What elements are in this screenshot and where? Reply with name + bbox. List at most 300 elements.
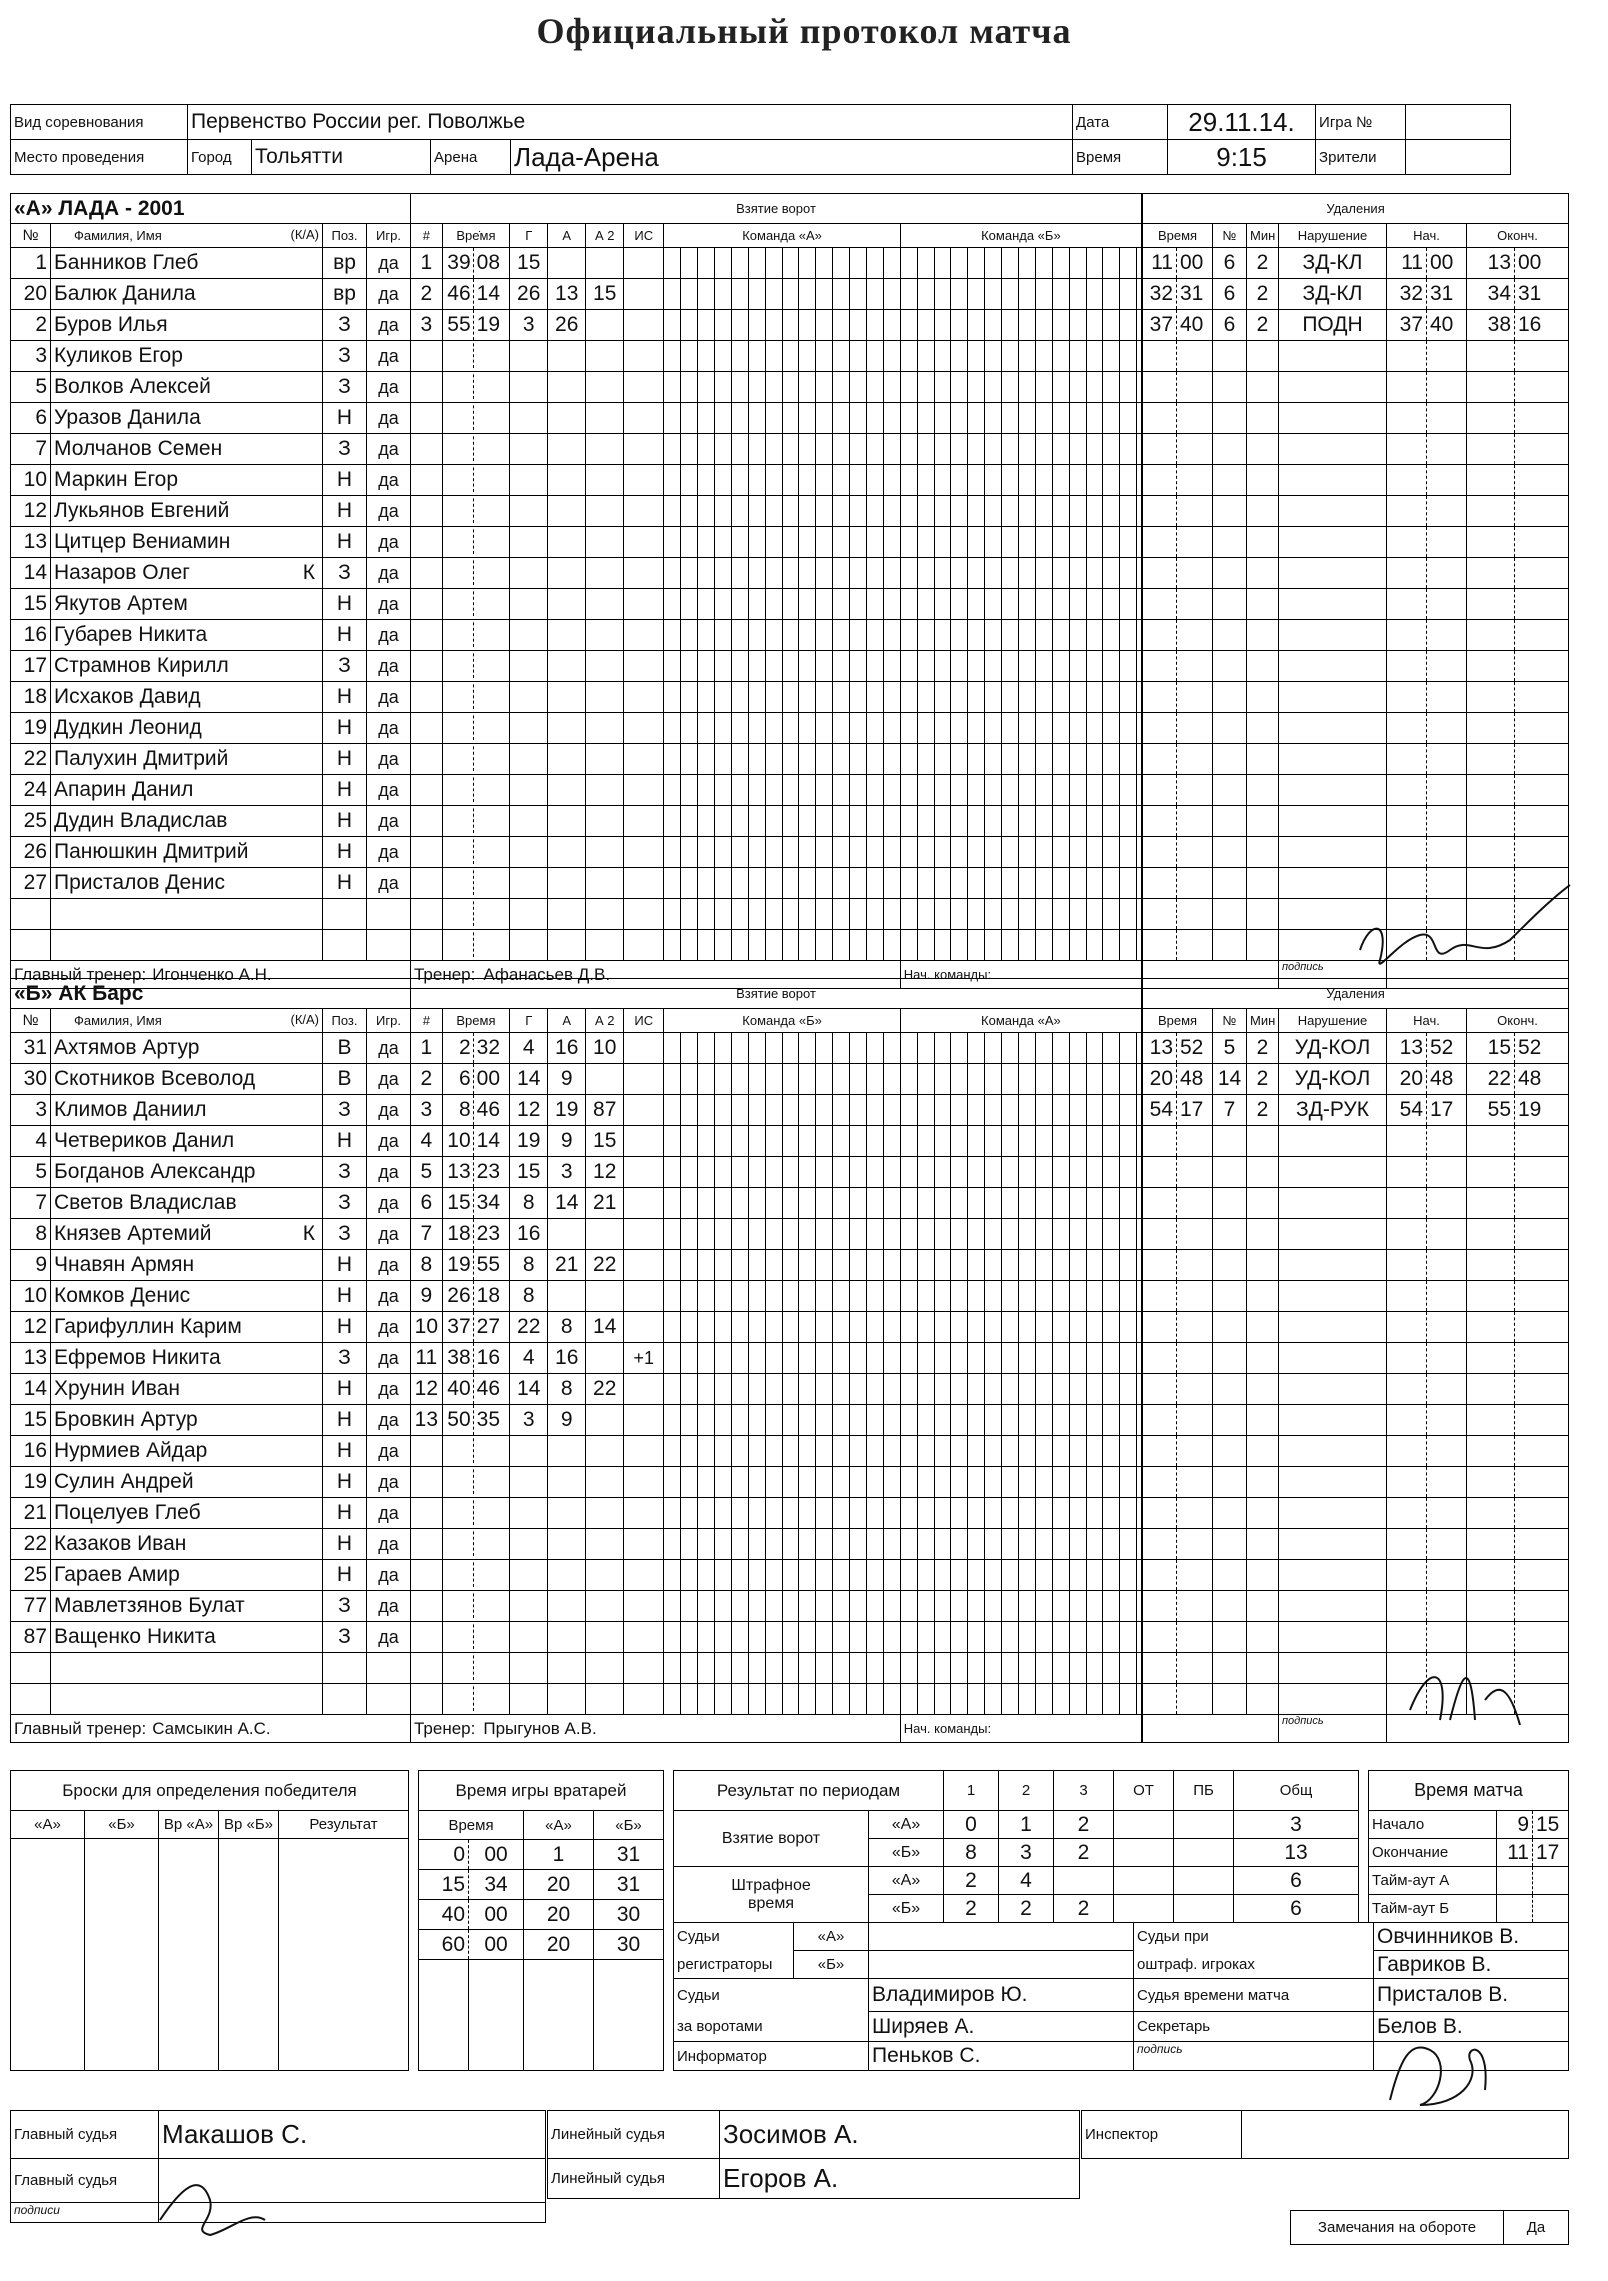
goal-strength bbox=[624, 403, 664, 434]
grid-cell bbox=[934, 1312, 951, 1343]
grid-cell bbox=[1086, 1095, 1103, 1126]
player-row bbox=[11, 1095, 411, 1126]
grid-cell bbox=[1137, 558, 1142, 589]
grid-cell bbox=[1137, 1033, 1142, 1064]
grid-cell bbox=[1035, 1126, 1052, 1157]
player-name bbox=[51, 806, 323, 837]
grid-cell bbox=[900, 1467, 917, 1498]
grid-cell bbox=[867, 1064, 884, 1095]
grid-cell bbox=[1035, 1188, 1052, 1219]
player-name-text: Климов Даниил bbox=[54, 1098, 207, 1121]
grid-cell bbox=[968, 341, 985, 372]
grid-cell bbox=[867, 682, 884, 713]
penalty-row bbox=[1143, 868, 1569, 899]
team-label: «Б» bbox=[869, 1895, 944, 1923]
grid-cell bbox=[1035, 496, 1052, 527]
grid-cell bbox=[968, 527, 985, 558]
player-name bbox=[51, 837, 323, 868]
grid-cell bbox=[782, 620, 799, 651]
col-pen-end: Оконч. bbox=[1467, 224, 1569, 248]
grid-cell bbox=[934, 1219, 951, 1250]
grid-cell bbox=[1069, 558, 1086, 589]
grid-cell bbox=[1019, 899, 1036, 930]
grid-cell bbox=[1120, 1033, 1137, 1064]
goal-assist: 9 bbox=[548, 1064, 586, 1095]
grid-cell bbox=[900, 1312, 917, 1343]
penalty-row bbox=[1143, 1095, 1569, 1126]
goal-number bbox=[411, 651, 443, 682]
penalty-row bbox=[1143, 1498, 1569, 1529]
goal-row bbox=[411, 1033, 1142, 1064]
grid-cell bbox=[799, 1622, 816, 1653]
pen-violation bbox=[1279, 1560, 1387, 1591]
grid-cell bbox=[731, 1653, 748, 1684]
period-value bbox=[1114, 1895, 1174, 1923]
pen-sec-part bbox=[1177, 1529, 1213, 1560]
grid-cell bbox=[664, 930, 681, 961]
pen-start-sec bbox=[1427, 1250, 1467, 1281]
pen-minutes bbox=[1247, 775, 1279, 806]
grid-cell bbox=[1137, 1312, 1142, 1343]
pen-start-min bbox=[1387, 1529, 1427, 1560]
goal-strength bbox=[624, 558, 664, 589]
grid-cell bbox=[1120, 1560, 1137, 1591]
periods-title: Результат по периодам bbox=[674, 1771, 944, 1811]
pen-end-sec bbox=[1515, 1250, 1569, 1281]
grid-cell bbox=[748, 1126, 765, 1157]
grid-cell bbox=[951, 279, 968, 310]
player-name bbox=[51, 1219, 323, 1250]
grid-cell bbox=[883, 1436, 900, 1467]
goal-scorer: 12 bbox=[510, 1095, 548, 1126]
grid-cell bbox=[1069, 1064, 1086, 1095]
grid-cell bbox=[1002, 279, 1019, 310]
teamA-col-name bbox=[51, 224, 323, 248]
player-number: 21 bbox=[11, 1498, 51, 1529]
player-played: да bbox=[367, 558, 411, 589]
pen-min-part bbox=[1143, 868, 1177, 899]
goal-time bbox=[442, 1064, 510, 1095]
grid-cell bbox=[968, 1126, 985, 1157]
grid-cell bbox=[782, 899, 799, 930]
goal-strength bbox=[624, 620, 664, 651]
period-value bbox=[1114, 1839, 1174, 1867]
grid-cell bbox=[765, 1560, 782, 1591]
goal-row bbox=[411, 1560, 1142, 1591]
player-row bbox=[11, 1467, 411, 1498]
goal-number bbox=[411, 868, 443, 899]
grid-cell bbox=[833, 434, 850, 465]
player-row bbox=[11, 1126, 411, 1157]
grid-cell bbox=[1002, 1529, 1019, 1560]
grid-cell bbox=[799, 1188, 816, 1219]
grid-cell bbox=[951, 1653, 968, 1684]
goal-time bbox=[442, 465, 510, 496]
grid-cell bbox=[934, 837, 951, 868]
grid-cell bbox=[1035, 899, 1052, 930]
player-row bbox=[11, 1591, 411, 1622]
grid-cell bbox=[765, 682, 782, 713]
pen-sec-part bbox=[1177, 527, 1213, 558]
grid-cell bbox=[1002, 341, 1019, 372]
player-row bbox=[11, 279, 411, 310]
grid-cell bbox=[985, 1188, 1002, 1219]
notes-table bbox=[1290, 2210, 1569, 2245]
goal-row bbox=[411, 620, 1142, 651]
player-played: да bbox=[367, 1467, 411, 1498]
grid-cell bbox=[1137, 1529, 1142, 1560]
grid-cell bbox=[1019, 620, 1036, 651]
pen-violation bbox=[1279, 1157, 1387, 1188]
goal-time bbox=[442, 1095, 510, 1126]
grid-cell bbox=[951, 930, 968, 961]
goal-time bbox=[442, 899, 510, 930]
grid-cell bbox=[1035, 1436, 1052, 1467]
goal-number bbox=[411, 620, 443, 651]
grid-cell bbox=[1137, 713, 1142, 744]
grid-cell bbox=[816, 1157, 833, 1188]
grid-cell bbox=[1002, 837, 1019, 868]
grid-cell bbox=[934, 651, 951, 682]
grid-cell bbox=[782, 1529, 799, 1560]
grid-cell bbox=[900, 1033, 917, 1064]
grid-cell bbox=[1035, 1250, 1052, 1281]
grid-cell bbox=[867, 1591, 884, 1622]
grid-cell bbox=[664, 341, 681, 372]
pen-min-part bbox=[1143, 434, 1177, 465]
grid-cell bbox=[1052, 775, 1069, 806]
reg-judges-label-2: регистраторы bbox=[674, 1951, 794, 1979]
pen-min-part bbox=[1143, 1250, 1177, 1281]
goal-assist bbox=[548, 620, 586, 651]
pen-end-sec bbox=[1515, 930, 1569, 961]
goal-row bbox=[411, 403, 1142, 434]
pen-sec-part bbox=[1177, 558, 1213, 589]
goal-time bbox=[442, 682, 510, 713]
goal-assist bbox=[548, 527, 586, 558]
inspector-table bbox=[1081, 2110, 1569, 2159]
goal-number bbox=[411, 837, 443, 868]
grid-cell bbox=[934, 279, 951, 310]
grid-cell bbox=[951, 1281, 968, 1312]
grid-cell bbox=[968, 775, 985, 806]
grid-cell bbox=[748, 682, 765, 713]
player-number: 25 bbox=[11, 806, 51, 837]
grid-cell bbox=[1035, 341, 1052, 372]
goal-strength bbox=[624, 1126, 664, 1157]
grid-cell bbox=[681, 713, 698, 744]
grid-cell bbox=[900, 1405, 917, 1436]
grid-cell bbox=[1002, 403, 1019, 434]
penalty-row bbox=[1143, 1343, 1569, 1374]
grid-cell bbox=[900, 1281, 917, 1312]
grid-cell bbox=[731, 744, 748, 775]
grid-cell bbox=[664, 1126, 681, 1157]
grid-cell bbox=[1069, 1684, 1086, 1715]
pen-min-part bbox=[1143, 1467, 1177, 1498]
grid-cell bbox=[1052, 868, 1069, 899]
grid-cell bbox=[1137, 310, 1142, 341]
grid-cell bbox=[867, 372, 884, 403]
goal-time bbox=[442, 1281, 510, 1312]
player-played: да bbox=[367, 744, 411, 775]
player-name-text: Буров Илья bbox=[54, 313, 168, 336]
goal-scorer bbox=[510, 620, 548, 651]
period-value: 1 bbox=[999, 1811, 1054, 1839]
goal-assist bbox=[548, 744, 586, 775]
grid-cell bbox=[731, 248, 748, 279]
grid-cell bbox=[731, 1312, 748, 1343]
goal-row bbox=[411, 1312, 1142, 1343]
grid-cell bbox=[833, 930, 850, 961]
player-number bbox=[11, 1684, 51, 1715]
pen-start-sec bbox=[1427, 558, 1467, 589]
goal-assist bbox=[548, 1498, 586, 1529]
grid-cell bbox=[850, 1529, 867, 1560]
period-value: 0 bbox=[944, 1811, 999, 1839]
pen-start-sec bbox=[1427, 1436, 1467, 1467]
grid-cell bbox=[951, 1622, 968, 1653]
grid-cell bbox=[816, 341, 833, 372]
gk-empty bbox=[594, 1960, 664, 2071]
grid-cell bbox=[1052, 713, 1069, 744]
grid-cell bbox=[867, 589, 884, 620]
pen-end-sec bbox=[1515, 1653, 1569, 1684]
grid-cell bbox=[1120, 713, 1137, 744]
coach2-name: Афанасьев Д.В. bbox=[483, 964, 611, 984]
grid-cell bbox=[1120, 1250, 1137, 1281]
grid-cell bbox=[765, 1281, 782, 1312]
grid-cell bbox=[1002, 1312, 1019, 1343]
grid-cell bbox=[765, 1157, 782, 1188]
grid-cell bbox=[1052, 1622, 1069, 1653]
pen-start-sec bbox=[1427, 1653, 1467, 1684]
match-end-label: Окончание bbox=[1369, 1839, 1497, 1867]
goal-scorer: 4 bbox=[510, 1033, 548, 1064]
teamB-penalties-table bbox=[1142, 978, 1569, 1743]
pen-end-sec bbox=[1515, 1436, 1569, 1467]
player-name bbox=[51, 1467, 323, 1498]
pen-end-sec bbox=[1515, 1126, 1569, 1157]
goal-assist bbox=[548, 1281, 586, 1312]
coach2-name: Прыгунов А.В. bbox=[483, 1718, 597, 1738]
pen-sec-part bbox=[1177, 589, 1213, 620]
pen-player-no bbox=[1213, 496, 1247, 527]
goal-strength bbox=[624, 589, 664, 620]
grid-cell bbox=[664, 837, 681, 868]
pen-violation bbox=[1279, 403, 1387, 434]
grid-cell bbox=[917, 775, 934, 806]
player-number: 22 bbox=[11, 744, 51, 775]
pen-start-sec bbox=[1427, 713, 1467, 744]
period-col-total: Общ bbox=[1234, 1771, 1359, 1811]
grid-cell bbox=[698, 589, 715, 620]
goal-assist2 bbox=[586, 589, 624, 620]
period-col-ot: ОТ bbox=[1114, 1771, 1174, 1811]
player-row bbox=[11, 1250, 411, 1281]
grid-cell bbox=[715, 248, 732, 279]
grid-cell bbox=[816, 1281, 833, 1312]
penalty-row bbox=[1143, 806, 1569, 837]
grid-cell bbox=[1002, 1188, 1019, 1219]
goal-number bbox=[411, 1591, 443, 1622]
penalty-row bbox=[1143, 279, 1569, 310]
match-time-table bbox=[1368, 1770, 1569, 1923]
goal-assist2 bbox=[586, 1529, 624, 1560]
pen-violation bbox=[1279, 1653, 1387, 1684]
grid-cell bbox=[765, 1188, 782, 1219]
player-played: да bbox=[367, 1157, 411, 1188]
grid-cell bbox=[867, 1312, 884, 1343]
header-table bbox=[10, 104, 1511, 175]
grid-cell bbox=[850, 341, 867, 372]
player-position: Н bbox=[323, 465, 367, 496]
player-played: да bbox=[367, 1312, 411, 1343]
grid-cell bbox=[1137, 837, 1142, 868]
grid-cell bbox=[867, 930, 884, 961]
grid-cell bbox=[782, 1653, 799, 1684]
grid-cell bbox=[799, 1405, 816, 1436]
player-number: 3 bbox=[11, 341, 51, 372]
goal-assist2 bbox=[586, 310, 624, 341]
grid-cell bbox=[1103, 837, 1120, 868]
goal-assist2: 15 bbox=[586, 279, 624, 310]
grid-cell bbox=[748, 279, 765, 310]
grid-cell bbox=[782, 1312, 799, 1343]
pen-violation bbox=[1279, 589, 1387, 620]
grid-cell bbox=[664, 434, 681, 465]
goal-time bbox=[442, 1033, 510, 1064]
grid-cell bbox=[765, 1126, 782, 1157]
player-number: 31 bbox=[11, 1033, 51, 1064]
grid-cell bbox=[1019, 1188, 1036, 1219]
goal-time bbox=[442, 775, 510, 806]
grid-cell bbox=[681, 1653, 698, 1684]
grid-cell bbox=[951, 1219, 968, 1250]
goal-minutes: 26 bbox=[443, 1281, 474, 1311]
pen-start-min bbox=[1387, 1684, 1427, 1715]
grid-cell bbox=[1120, 558, 1137, 589]
grid-cell bbox=[731, 279, 748, 310]
grid-cell bbox=[1120, 1312, 1137, 1343]
grid-cell bbox=[681, 589, 698, 620]
player-played: да bbox=[367, 1374, 411, 1405]
grid-cell bbox=[934, 310, 951, 341]
notes-value: Да bbox=[1504, 2211, 1569, 2245]
pen-minutes bbox=[1247, 403, 1279, 434]
grid-cell bbox=[833, 1157, 850, 1188]
goal-assist bbox=[548, 1436, 586, 1467]
player-name-text: Князев Артемий bbox=[54, 1222, 212, 1245]
grid-cell bbox=[968, 1622, 985, 1653]
grid-cell bbox=[664, 1064, 681, 1095]
goal-minutes bbox=[443, 744, 474, 772]
period-value: 2 bbox=[1054, 1839, 1114, 1867]
gk-goalie-a: 1 bbox=[524, 1840, 594, 1870]
grid-cell bbox=[715, 1405, 732, 1436]
grid-cell bbox=[1035, 1684, 1052, 1715]
team-label: «Б» bbox=[869, 1839, 944, 1867]
grid-cell bbox=[1002, 1064, 1019, 1095]
pen-start-min bbox=[1387, 558, 1427, 589]
grid-cell bbox=[782, 1405, 799, 1436]
player-played: да bbox=[367, 1436, 411, 1467]
grid-cell bbox=[1035, 372, 1052, 403]
grid-cell bbox=[664, 589, 681, 620]
pen-violation bbox=[1279, 868, 1387, 899]
grid-cell bbox=[833, 868, 850, 899]
pen-violation bbox=[1279, 465, 1387, 496]
grid-cell bbox=[1137, 1343, 1142, 1374]
pen-min-part bbox=[1143, 651, 1177, 682]
goal-number bbox=[411, 1529, 443, 1560]
grid-cell bbox=[748, 1374, 765, 1405]
grid-cell bbox=[1137, 1684, 1142, 1715]
grid-cell bbox=[850, 744, 867, 775]
grid-cell bbox=[748, 1157, 765, 1188]
player-number: 18 bbox=[11, 682, 51, 713]
grid-cell bbox=[833, 651, 850, 682]
goal-scorer: 14 bbox=[510, 1064, 548, 1095]
pen-start-min: 32 bbox=[1387, 279, 1427, 310]
grid-cell bbox=[934, 1591, 951, 1622]
grid-cell bbox=[917, 1250, 934, 1281]
grid-cell bbox=[698, 1622, 715, 1653]
col-pen-start: Нач. bbox=[1387, 224, 1467, 248]
grid-cell bbox=[799, 496, 816, 527]
grid-cell bbox=[698, 1033, 715, 1064]
gk-seconds: 34 bbox=[469, 1870, 524, 1900]
player-name bbox=[51, 279, 323, 310]
grid-cell bbox=[1086, 1064, 1103, 1095]
grid-cell bbox=[985, 1374, 1002, 1405]
period-value: 3 bbox=[999, 1839, 1054, 1867]
goal-time bbox=[442, 1684, 510, 1715]
inspector-value bbox=[1242, 2111, 1569, 2159]
grid-cell bbox=[782, 1157, 799, 1188]
pen-sec-part bbox=[1177, 1312, 1213, 1343]
grid-cell bbox=[799, 1653, 816, 1684]
pen-minutes: 2 bbox=[1247, 248, 1279, 279]
match-end-minutes: 17 bbox=[1533, 1839, 1569, 1867]
grid-cell bbox=[1069, 403, 1086, 434]
grid-cell bbox=[833, 310, 850, 341]
pen-player-no bbox=[1213, 775, 1247, 806]
timekeeper-value: Присталов В. bbox=[1374, 1979, 1569, 2012]
grid-cell bbox=[867, 1529, 884, 1560]
pen-sec-part bbox=[1177, 1653, 1213, 1684]
pen-minutes bbox=[1247, 372, 1279, 403]
grid-cell bbox=[715, 1126, 732, 1157]
grid-cell bbox=[1120, 279, 1137, 310]
goal-assist2: 87 bbox=[586, 1095, 624, 1126]
grid-cell bbox=[782, 403, 799, 434]
pen-start-min bbox=[1387, 1405, 1427, 1436]
grid-cell bbox=[1019, 1529, 1036, 1560]
grid-cell bbox=[731, 1064, 748, 1095]
grid-cell bbox=[985, 1467, 1002, 1498]
period-value bbox=[1174, 1839, 1234, 1867]
grid-cell bbox=[850, 248, 867, 279]
grid-cell bbox=[698, 341, 715, 372]
grid-cell bbox=[850, 651, 867, 682]
player-name bbox=[51, 1560, 323, 1591]
coach2-label: Тренер: bbox=[414, 964, 476, 984]
grid-cell bbox=[1120, 1684, 1137, 1715]
penalty-row bbox=[1143, 1188, 1569, 1219]
goal-assist2: 15 bbox=[586, 1126, 624, 1157]
pen-violation bbox=[1279, 1436, 1387, 1467]
